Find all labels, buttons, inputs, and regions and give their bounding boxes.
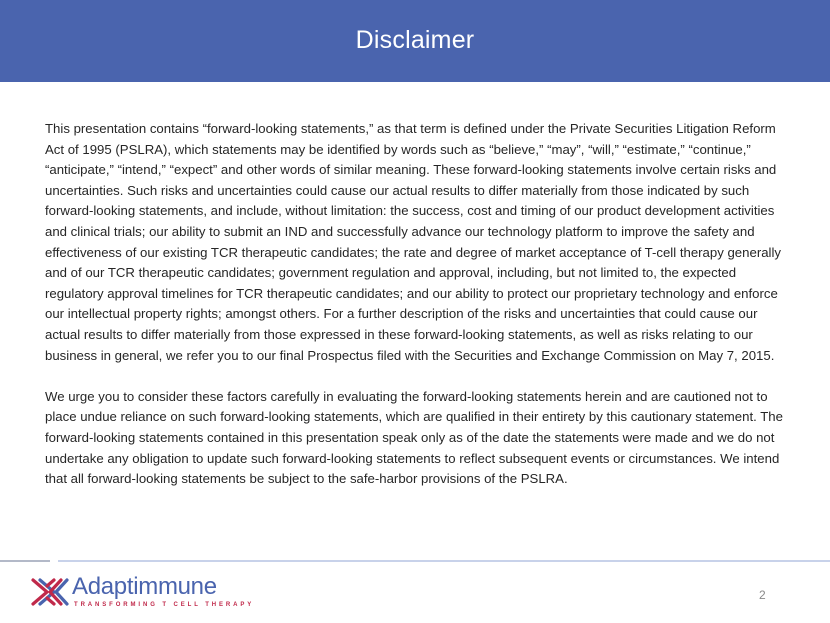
disclaimer-paragraph-1: This presentation contains “forward-looking statements,” as that term is defined under the Private Securities Litigation Reform Act of 1995 (PSLRA), which statements may be identified by words such as “believe,” “may”, “will,” “estimate,” “continue,” “anticipate,” “intend,” “expect” and other words of similar meaning. These forward-looking statements involve certain risks and uncertainties. Such risks and uncertainties could cause our actual results to differ materially from those indicated by such forward-looking statements, and include, without limitation: the success, cost and timing of our product development activities and clinical trials; our ability to submit an IND and successfully advance our technology platform to improve the safety and effectiveness of our existing TCR therapeutic candidates; the rate and degree of market acceptance of T-cell therapy generally and of our TCR therapeutic candidates; government regulation and approval, including, but not limited to, the expected regulatory approval timelines for TCR therapeutic candidates; and our ability to protect our proprietary technology and enforce our intellectual property rights; amongst others. For a further description of the risks and uncertainties that could cause our actual results to differ materially from those expressed in these forward-looking statements, as well as risks relating to our business in general, we refer you to our final Prospectus filed with the Securities and Exchange Commission on May 7, 2015. bbox=[45, 121, 781, 363]
title-bar bbox=[0, 0, 830, 82]
slide-title: Disclaimer bbox=[355, 25, 475, 54]
page-number: 2 bbox=[759, 588, 766, 602]
logo-tagline: TRANSFORMING T CELL THERAPY bbox=[74, 602, 255, 608]
disclaimer-body bbox=[45, 119, 790, 490]
footer-divider-right bbox=[58, 560, 830, 562]
adaptimmune-logo-icon bbox=[30, 574, 70, 610]
footer-divider-left bbox=[0, 560, 50, 562]
company-logo bbox=[30, 572, 255, 612]
disclaimer-paragraph-2: We urge you to consider these factors carefully in evaluating the forward-looking statements herein and are cautioned not to place undue reliance on such forward-looking statements, which are qualified in their entirety by this cautionary statement. The forward-looking statements contained in this presentation speak only as of the date the statements were made and we do not undertake any obligation to update such forward-looking statements to reflect subsequent events or circumstances. We intend that all forward-looking statements be subject to the safe-harbor provisions of the PSLRA. bbox=[45, 388, 783, 487]
logo-wordmark: Adaptimmune bbox=[72, 573, 217, 600]
